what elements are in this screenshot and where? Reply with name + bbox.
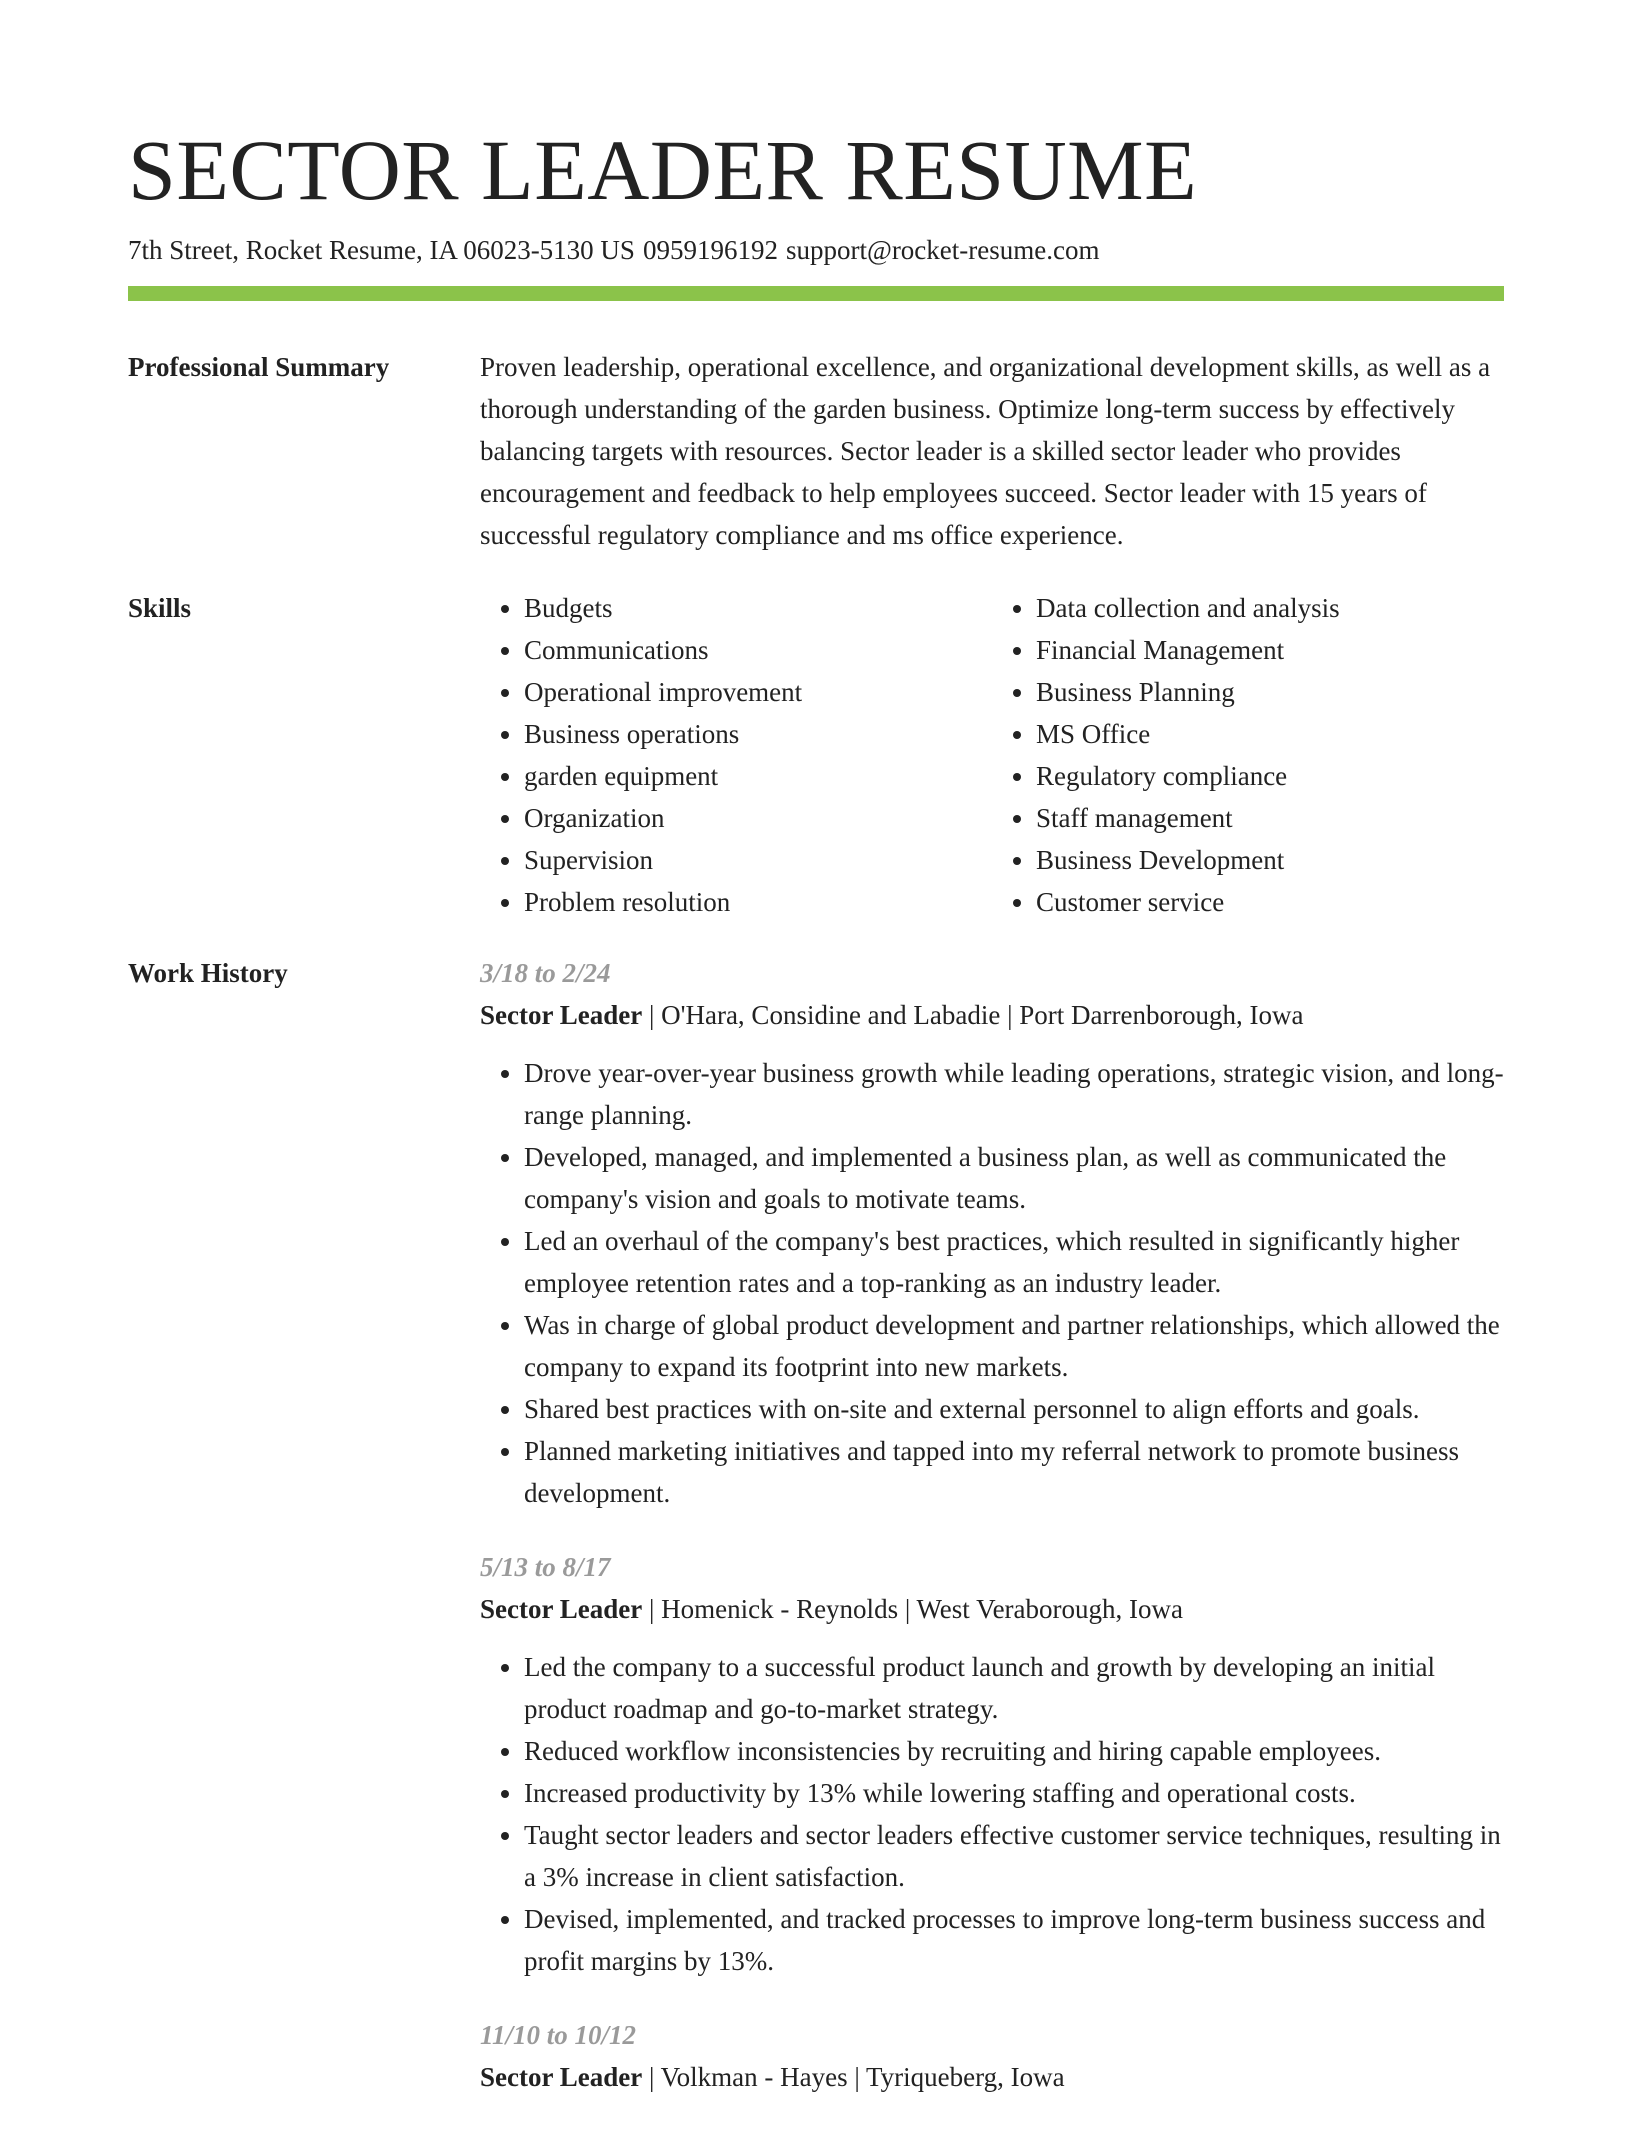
skills-columns	[480, 587, 1504, 923]
job-bullet-list	[480, 1646, 1504, 1982]
job-bullet-list	[480, 1052, 1504, 1514]
skill-item: • Financial Management	[1036, 629, 1504, 671]
job-bullet: • Devised, implemented, and tracked processes to improve long-term business success and profit margins by 13%.	[524, 1898, 1504, 1982]
resume-header	[128, 118, 1504, 268]
skill-item: • Operational improvement	[524, 671, 992, 713]
contact-address: 7th Street, Rocket Resume, IA 06023-5130 US	[128, 235, 635, 265]
job-bullet: • Shared best practices with on-site and external personnel to align efforts and goals.	[524, 1388, 1504, 1430]
skill-item: • Business Development	[1036, 839, 1504, 881]
job-title: Sector Leader	[480, 1000, 643, 1030]
skills-heading: Skills	[128, 593, 192, 623]
job-bullet: • Led the company to a successful product launch and growth by developing an initial product roadmap and go-to-market strategy.	[524, 1646, 1504, 1730]
job-bullet: • Increased productivity by 13% while lowering staffing and operational costs.	[524, 1772, 1504, 1814]
header-accent-rule	[128, 286, 1504, 301]
skill-item: • Customer service	[1036, 881, 1504, 923]
job-entry	[480, 2014, 1504, 2098]
job-bullet: • Taught sector leaders and sector leaders effective customer service techniques, resulting in a 3% increase in client satisfaction.	[524, 1814, 1504, 1898]
skill-item: • Business operations	[524, 713, 992, 755]
job-title: Sector Leader	[480, 1594, 643, 1624]
summary-body	[480, 346, 1504, 556]
job-title: Sector Leader	[480, 2062, 643, 2092]
job-bullet: • Was in charge of global product development and partner relationships, which allowed the company to expand its footprint into new markets.	[524, 1304, 1504, 1388]
job-company-location: | O'Hara, Considine and Labadie | Port Darrenborough, Iowa	[642, 1000, 1304, 1030]
skill-item: • MS Office	[1036, 713, 1504, 755]
skills-list-left	[480, 587, 992, 923]
skill-item: • Problem resolution	[524, 881, 992, 923]
job-entry	[480, 952, 1504, 1514]
skills-body	[480, 587, 1504, 923]
job-heading-line	[480, 994, 1504, 1036]
job-heading-line	[480, 1588, 1504, 1630]
work-history-heading: Work History	[128, 958, 288, 988]
job-bullet: • Led an overhaul of the company's best practices, which resulted in significantly higher employee retention rates and a top-ranking as an industry leader.	[524, 1220, 1504, 1304]
skill-item: • garden equipment	[524, 755, 992, 797]
skill-item: • Regulatory compliance	[1036, 755, 1504, 797]
job-bullet: • Reduced workflow inconsistencies by recruiting and hiring capable employees.	[524, 1730, 1504, 1772]
job-company-location: | Volkman - Hayes | Tyriqueberg, Iowa	[642, 2062, 1065, 2092]
skill-item: • Communications	[524, 629, 992, 671]
skill-item: • Business Planning	[1036, 671, 1504, 713]
job-company-location: | Homenick - Reynolds | West Veraborough, Iowa	[642, 1594, 1183, 1624]
job-entry	[480, 1546, 1504, 1982]
work-history-body	[480, 952, 1504, 2130]
job-bullet: • Planned marketing initiatives and tapped into my referral network to promote business development.	[524, 1430, 1504, 1514]
skill-item: • Data collection and analysis	[1036, 587, 1504, 629]
job-dates: 3/18 to 2/24	[480, 958, 611, 988]
skill-item: • Budgets	[524, 587, 992, 629]
job-dates: 11/10 to 10/12	[480, 2020, 637, 2050]
contact-phone: 0959196192	[642, 235, 778, 265]
summary-text: Proven leadership, operational excellence, and organizational development skills, as well as a thorough understanding of the garden business. Optimize long-term success by effectively balancing targets with resources. Sector leader is a skilled sector leader who provides encouragement and feedback to help employees succeed. Sector leader with 15 years of successful regulatory compliance and ms office experience.	[480, 352, 1491, 550]
skill-item: • Organization	[524, 797, 992, 839]
skill-item: • Supervision	[524, 839, 992, 881]
job-dates: 5/13 to 8/17	[480, 1552, 611, 1582]
job-bullet: • Developed, managed, and implemented a business plan, as well as communicated the company's vision and goals to motivate teams.	[524, 1136, 1504, 1220]
contact-line	[128, 232, 1504, 268]
summary-heading: Professional Summary	[128, 352, 390, 382]
skills-list-right	[992, 587, 1504, 923]
contact-email: support@rocket-resume.com	[785, 235, 1100, 265]
page-title: SECTOR LEADER RESUME	[128, 122, 1198, 218]
job-heading-line	[480, 2056, 1504, 2098]
job-bullet: • Drove year-over-year business growth while leading operations, strategic vision, and long-range planning.	[524, 1052, 1504, 1136]
skill-item: • Staff management	[1036, 797, 1504, 839]
